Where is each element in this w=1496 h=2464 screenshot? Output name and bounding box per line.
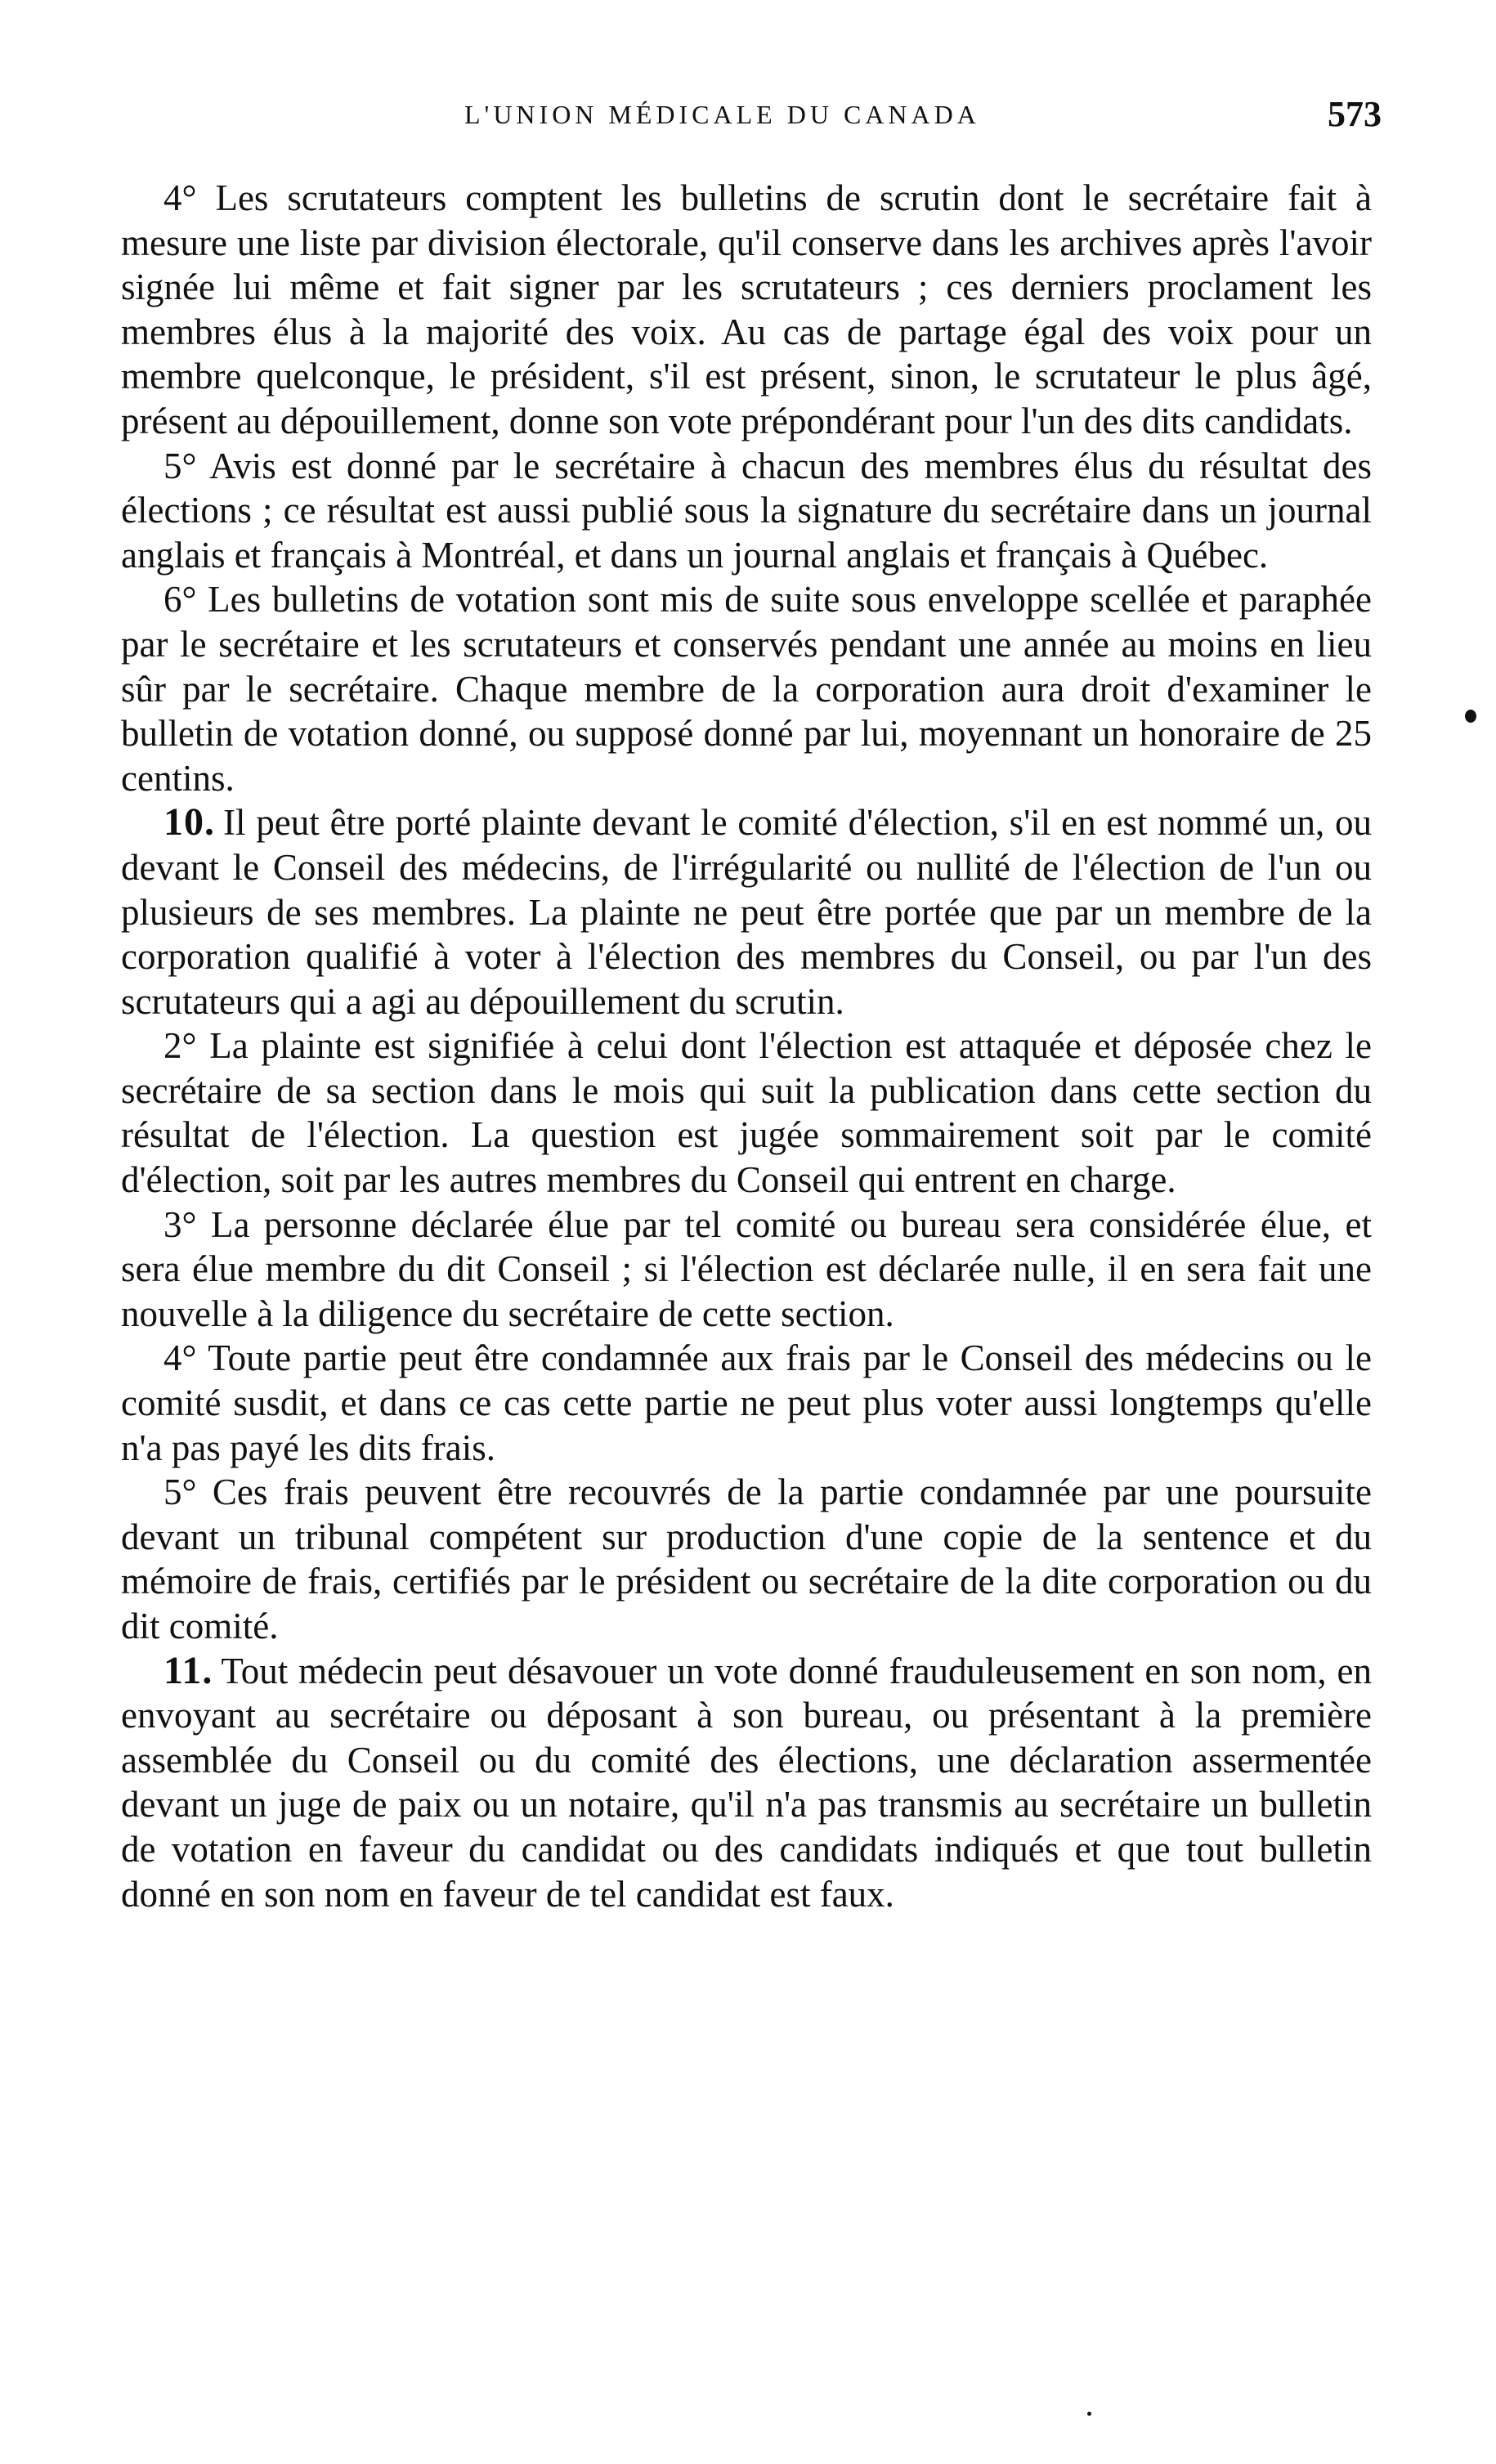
article-paragraph: [121, 800, 1372, 1024]
paragraph: [121, 444, 1372, 578]
book-page: [121, 82, 1382, 1916]
paragraph-text: Il peut être porté plainte devant le comité d'élection, s'il en est nommé un, ou devant le Conseil des médecins, de l'irrégularité ou nullité de l'élection de l'un ou plusieurs de ses membres. La plainte ne peut être portée que par un membre de la corporation qualifié à voter à l'élection des membres du Conseil, ou par l'un des scrutateurs qui a agi au dépouillement du scrutin.: [121, 802, 1372, 1022]
paragraph-text: 4° Toute partie peut être condamnée aux frais par le Conseil des médecins ou le comité susdit, et dans ce cas cette partie ne peut plus voter aussi longtemps qu'elle n'a pas payé les dits frais.: [121, 1337, 1372, 1468]
article-number: 10.: [163, 800, 215, 844]
paragraph-text: 6° Les bulletins de votation sont mis de suite sous enveloppe scellée et paraphée par le secrétaire et les scrutateurs et conservés pendant une année au moins en lieu sûr par le secrétaire. Chaque membre de la corporation aura droit d'examiner le bulletin de votation donné, ou supposé donné par lui, moyennant un honoraire de 25 centins.: [121, 579, 1372, 799]
paragraph: [121, 1470, 1372, 1648]
ink-speck: [1087, 2412, 1091, 2416]
running-head: [121, 82, 1382, 147]
ink-speck: [1465, 710, 1476, 723]
page-number: 573: [1328, 94, 1382, 134]
paragraph-text: Tout médecin peut désavouer un vote donné frauduleusement en son nom, en envoyant au secrétaire ou déposant à son bureau, ou présentant à la première assemblée du Conseil ou du comité des élections, une déclaration assermentée devant un juge de paix ou un notaire, qu'il n'a pas transmis au secrétaire un bulletin de votation en faveur du candidat ou des candidats indiqués et que tout bulletin donné en son nom en faveur de tel candidat est faux.: [121, 1650, 1372, 1915]
paragraph: [121, 1336, 1372, 1470]
paragraph: [121, 1024, 1372, 1202]
paragraph-text: 5° Ces frais peuvent être recouvrés de la partie condamnée par une poursuite devant un tribunal compétent sur production d'une copie de la sentence et du mémoire de frais, certifiés par le président ou secrétaire de la dite corporation ou du dit comité.: [121, 1472, 1372, 1646]
paragraph-text: 2° La plainte est signifiée à celui dont l'élection est attaquée et déposée chez le secrétaire de sa section dans le mois qui suit la publication dans cette section du résultat de l'élection. La question est jugée sommairement soit par le comité d'élection, soit par les autres membres du Conseil qui entrent en charge.: [121, 1025, 1372, 1201]
paragraph: [121, 176, 1372, 444]
paragraph: [121, 1203, 1372, 1337]
article-paragraph: [121, 1649, 1372, 1917]
paragraph-text: 3° La personne déclarée élue par tel comité ou bureau sera considérée élue, et sera élue membre du dit Conseil ; si l'élection est déclarée nulle, il en sera fait une nouvelle à la diligence du secrétaire de cette section.: [121, 1203, 1372, 1334]
paragraph: [121, 577, 1372, 800]
paragraph-text: 5° Avis est donné par le secrétaire à chacun des membres élus du résultat des élections ; ce résultat est aussi publié sous la signature du secrétaire dans un journal anglais et français à Montréal, et dans un journal anglais et français à Québec.: [121, 445, 1372, 576]
paragraph-text: 4° Les scrutateurs comptent les bulletins de scrutin dont le secrétaire fait à mesure une liste par division électorale, qu'il conserve dans les archives après l'avoir signée lui même et fait signer par les scrutateurs ; ces derniers proclament les membres élus à la majorité des voix. Au cas de partage égal des voix pour un membre quelconque, le président, s'il est présent, sinon, le scrutateur le plus âgé, présent au dépouillement, donne son vote prépondérant pour l'un des dits candidats.: [121, 177, 1372, 441]
body-text: [121, 176, 1372, 1916]
article-number: 11.: [163, 1648, 213, 1692]
journal-title: L'UNION MÉDICALE DU CANADA: [464, 100, 980, 129]
